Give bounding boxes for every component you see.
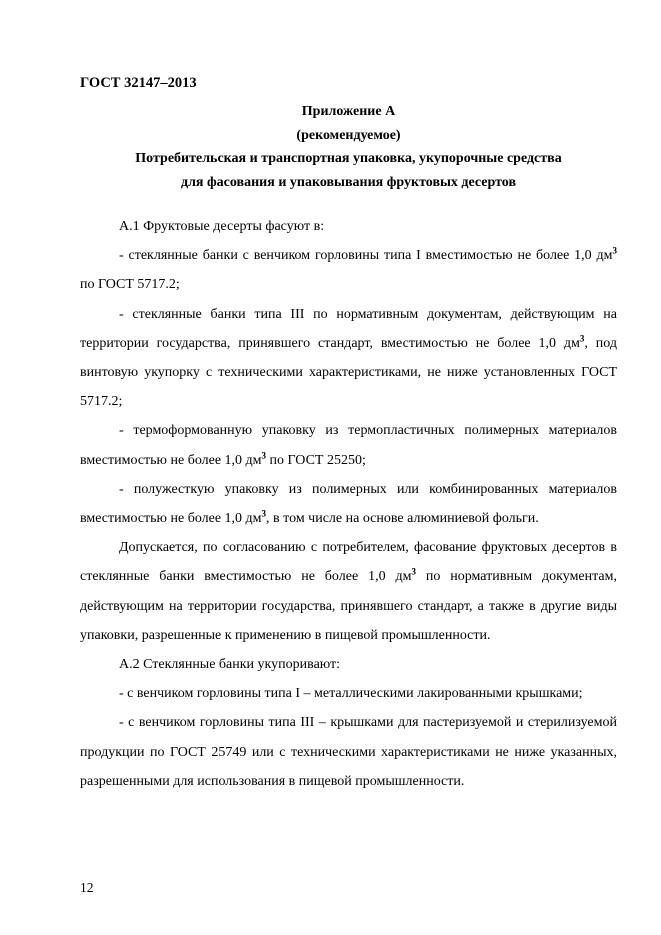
appendix-header [80,100,617,194]
superscript: 3 [411,566,416,577]
document-body [80,212,617,796]
paragraph-thermoformed-packaging [80,416,617,474]
appendix-status: (рекомендуемое) [296,127,401,143]
superscript: 3 [261,508,267,519]
page-number: 12 [80,880,94,895]
superscript: 3 [579,333,585,344]
paragraph-text: по ГОСТ 5717.2; [80,277,180,293]
appendix-heading-line-1: Потребительская и транспортная упаковка, укупорочные средства [135,151,562,166]
paragraph-caps-type-1: - с венчиком горловины типа I – металлическими лакированными крышками; [119,686,583,702]
paragraph-text: - термоформованную упаковку из термопластичных полимерных материалов вместимостью не более 1,0 дм [80,423,617,468]
paragraph-text: , под винтовую укупорку с техническими характеристиками, не ниже установленных ГОСТ 5717.2; [80,335,618,410]
paragraph-text: - стеклянные банки с венчиком горловины типа I вместимостью не более 1,0 дм [119,248,613,264]
paragraph-allowed-alternatives [80,533,617,650]
paragraph-semi-rigid-packaging [80,475,617,533]
document-code: ГОСТ 32147–2013 [80,75,197,91]
superscript: 3 [261,449,267,460]
paragraph-text: - стеклянные банки типа III по нормативным документам, действующим на территории государства, принявшего стандарт, вместимостью не более 1,0 дм [80,306,617,351]
paragraph-a1-intro: А.1 Фруктовые десерты фасуют в: [119,219,325,234]
paragraph-text: - полужесткую упаковку из полимерных или комбинированных материалов вместимостью не более 1,0 дм [80,481,617,527]
paragraph-text: по ГОСТ 25250; [266,452,366,468]
paragraph-glass-jars-type-1 [80,241,617,299]
paragraph-glass-jars-type-3 [80,300,617,417]
paragraph-text: , в том числе на основе алюминиевой фольги. [266,511,539,527]
paragraph-text: Допускается, по согласованию с потребителем, фасование фруктовых десертов в стеклянные банки вместимостью не более 1,0 дм [80,540,617,585]
paragraph-a2-intro: А.2 Стеклянные банки укупоривают: [119,657,341,673]
appendix-title: Приложение А [301,104,396,119]
superscript: 3 [612,245,617,256]
appendix-heading-line-2: для фасования и упаковывания фруктовых десертов [180,174,516,190]
paragraph-text: по нормативным документам, действующим на территории государства, принявшего стандарт, а также в другие виды упаковки, разрешенные к применению в пищевой промышленности. [80,569,617,643]
paragraph-caps-type-3: - с венчиком горловины типа III – крышками для пастеризуемой и стерилизуемой продукции по ГОСТ 25749 или с техническими характеристиками не ниже указанных, разрешенными для использования в пищевой промышленности. [80,715,617,789]
